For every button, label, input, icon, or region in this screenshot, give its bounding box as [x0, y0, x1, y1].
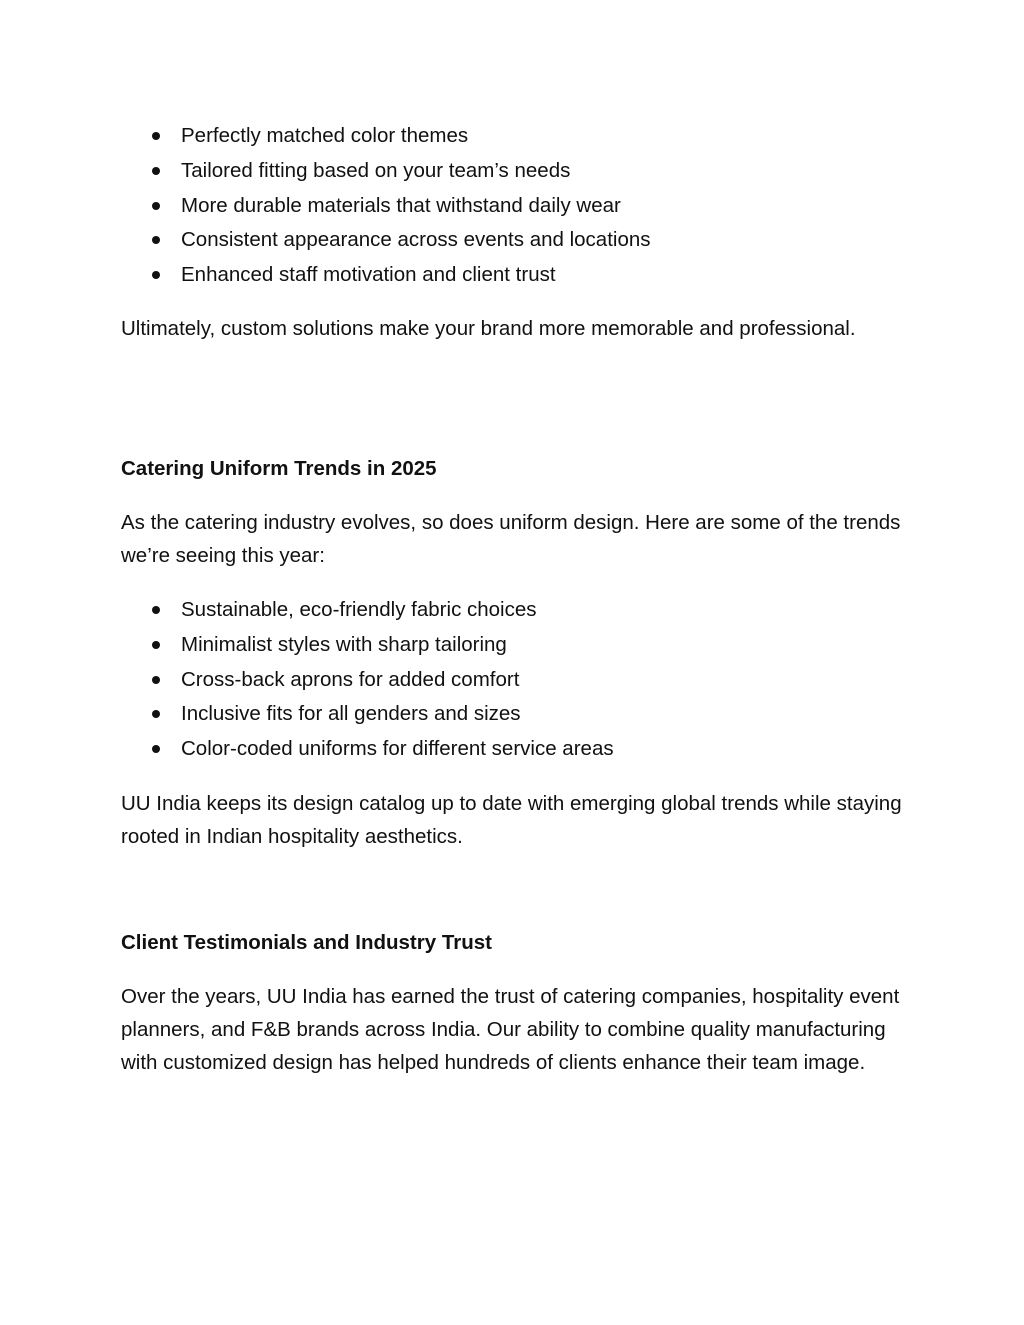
bullet-icon [152, 271, 160, 279]
testimonials-paragraph: Over the years, UU India has earned the trust of catering companies, hospitality event planners, and F&B brands across India. Our ability to combine quality manufacturing with customized design has helped hundreds of clients enhance their team image. [121, 985, 900, 1074]
trends-closing-paragraph: UU India keeps its design catalog up to date with emerging global trends while staying rooted in Indian hospitality aesthetics. [121, 792, 902, 848]
closing-paragraph: Ultimately, custom solutions make your brand more memorable and professional. [121, 317, 856, 340]
bullet-icon [152, 676, 160, 684]
list-item-text: Consistent appearance across events and locations [181, 228, 651, 252]
list-item [0, 732, 900, 767]
list-item [0, 223, 900, 258]
bullet-icon [152, 710, 160, 718]
list-item [0, 258, 900, 293]
list-item [0, 189, 900, 224]
list-item [0, 119, 900, 154]
list-item [0, 154, 900, 189]
list-item [0, 593, 900, 628]
benefits-list [0, 119, 900, 293]
list-item-text: Color-coded uniforms for different service areas [181, 737, 614, 760]
list-item-text: Cross-back aprons for added comfort [181, 667, 520, 691]
bullet-icon [152, 202, 160, 210]
list-item-text: Perfectly matched color themes [181, 124, 469, 147]
list-item [0, 663, 900, 698]
bullet-icon [152, 606, 160, 614]
list-item-text: Tailored fitting based on your team’s needs [181, 158, 571, 182]
section-heading-testimonials: Client Testimonials and Industry Trust [121, 931, 492, 954]
list-item [0, 628, 900, 663]
trends-list [0, 593, 900, 767]
trends-intro-paragraph: As the catering industry evolves, so does uniform design. Here are some of the trends we’re seeing this year: [121, 511, 901, 567]
list-item-text: Sustainable, eco-friendly fabric choices [181, 598, 537, 621]
list-item-text: Enhanced staff motivation and client trust [181, 263, 556, 286]
bullet-icon [152, 236, 160, 244]
bullet-icon [152, 745, 160, 753]
bullet-icon [152, 167, 160, 175]
list-item-text: Inclusive fits for all genders and sizes [181, 702, 521, 726]
list-item-text: Minimalist styles with sharp tailoring [181, 632, 507, 656]
section-heading-trends: Catering Uniform Trends in 2025 [121, 457, 437, 480]
list-item-text: More durable materials that withstand daily wear [181, 193, 621, 217]
bullet-icon [152, 132, 160, 140]
bullet-icon [152, 641, 160, 649]
list-item [0, 697, 900, 732]
